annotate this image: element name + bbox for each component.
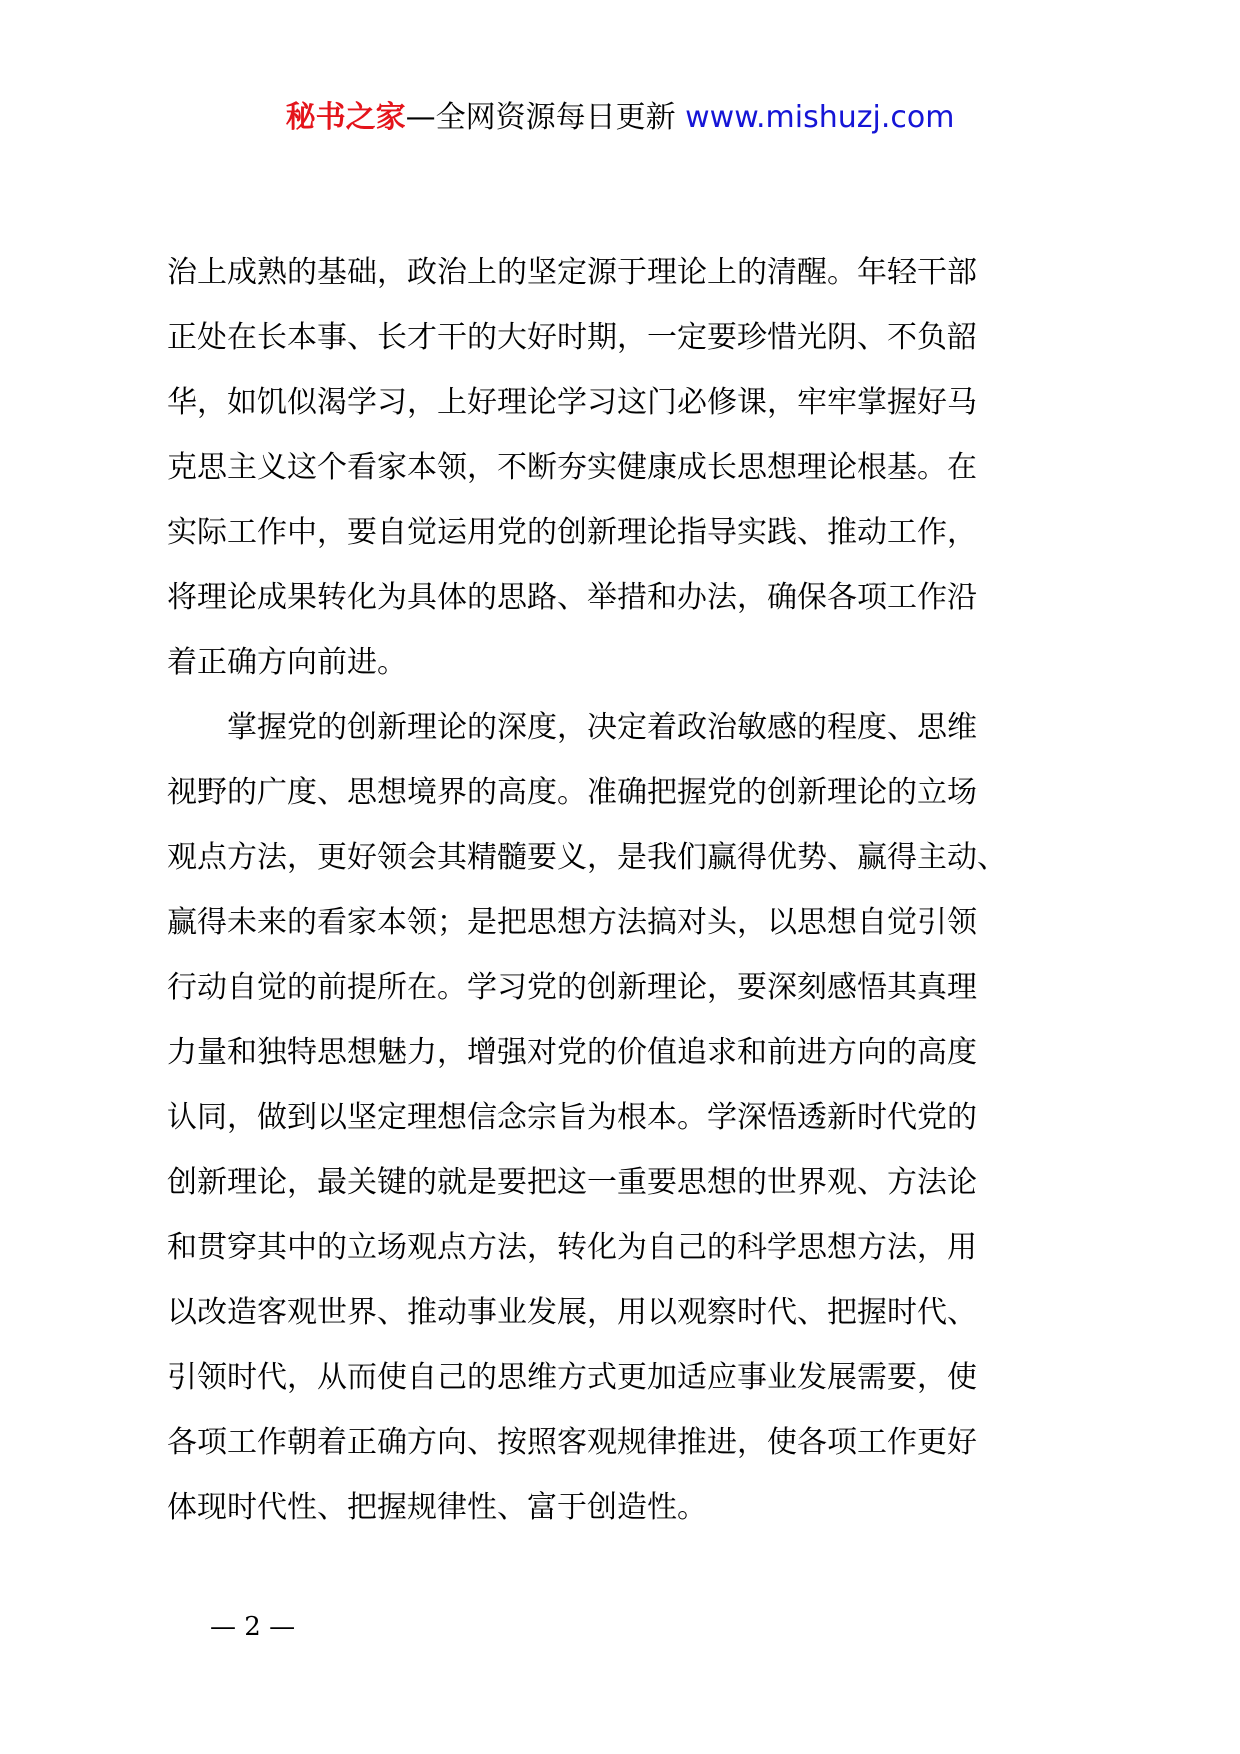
- text-line: 赢得未来的看家本领；是把思想方法搞对头，以思想自觉引领: [167, 905, 977, 940]
- text-line: 力量和独特思想魅力，增强对党的价值追求和前进方向的高度: [167, 1035, 977, 1070]
- text-line: 引领时代，从而使自己的思维方式更加适应事业发展需要，使: [167, 1360, 977, 1395]
- text-line: 创新理论，最关键的就是要把这一重要思想的世界观、方法论: [167, 1165, 977, 1200]
- text-line: 治上成熟的基础，政治上的坚定源于理论上的清醒。年轻干部: [167, 255, 977, 290]
- text-line: 体现时代性、把握规律性、富于创造性。: [167, 1490, 707, 1525]
- text-line: 实际工作中，要自觉运用党的创新理论指导实践、推动工作，: [167, 515, 977, 550]
- document-body: [167, 240, 1087, 1540]
- text-line: 各项工作朝着正确方向、按照客观规律推进，使各项工作更好: [167, 1425, 977, 1460]
- text-line: 行动自觉的前提所在。学习党的创新理论，要深刻感悟其真理: [167, 970, 977, 1005]
- text-line: 视野的广度、思想境界的高度。准确把握党的创新理论的立场: [167, 775, 977, 810]
- page-number: — 2 —: [210, 1612, 296, 1642]
- text-line: 正处在长本事、长才干的大好时期，一定要珍惜光阴、不负韶: [167, 320, 977, 355]
- text-line: 掌握党的创新理论的深度，决定着政治敏感的程度、思维: [167, 710, 977, 745]
- text-line: 华，如饥似渴学习，上好理论学习这门必修课，牢牢掌握好马: [167, 385, 977, 420]
- header-tagline: —全网资源每日更新: [405, 100, 676, 135]
- header-url-link[interactable]: www.mishuzj.com: [685, 100, 955, 135]
- text-line: 观点方法，更好领会其精髓要义，是我们赢得优势、赢得主动、: [167, 840, 1007, 875]
- text-line: 认同，做到以坚定理想信念宗旨为根本。学深悟透新时代党的: [167, 1100, 977, 1135]
- paragraph-1: [167, 240, 1087, 695]
- text-line: 将理论成果转化为具体的思路、举措和办法，确保各项工作沿: [167, 580, 977, 615]
- text-line: 以改造客观世界、推动事业发展，用以观察时代、把握时代、: [167, 1295, 977, 1330]
- text-line: 着正确方向前进。: [167, 645, 407, 680]
- header-brand: 秘书之家: [285, 100, 406, 135]
- paragraph-2: [167, 695, 1087, 1540]
- page-header: [0, 98, 1240, 138]
- text-line: 克思主义这个看家本领，不断夯实健康成长思想理论根基。在: [167, 450, 977, 485]
- text-line: 和贯穿其中的立场观点方法，转化为自己的科学思想方法，用: [167, 1230, 977, 1265]
